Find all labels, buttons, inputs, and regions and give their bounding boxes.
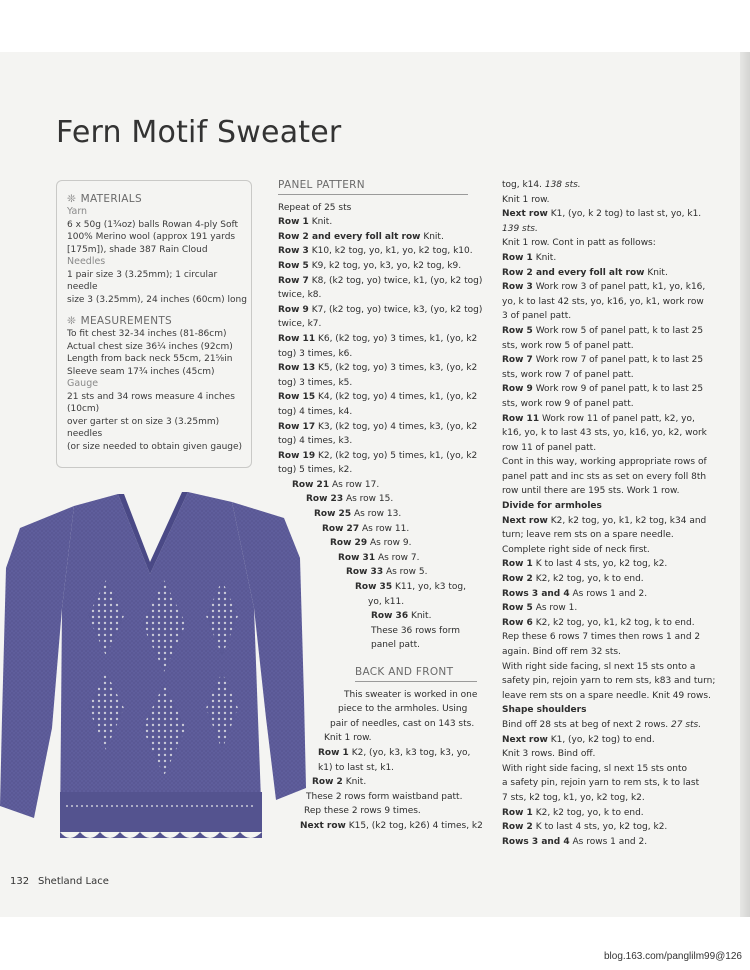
measurement-line: Length from back neck 55cm, 21⅝in	[67, 354, 233, 364]
row-text: K5, (k2 tog, yo) 3 times, k3, (yo, k2	[315, 363, 478, 374]
snowflake-icon: ❊	[67, 315, 77, 327]
row-label: Row 7	[278, 275, 309, 286]
instruction-line	[502, 747, 710, 762]
row-text: K2, (yo, k3, k3 tog, k3, yo,	[348, 747, 471, 758]
instruction-line	[502, 412, 710, 427]
row-text: a safety pin, rejoin yarn to rem sts, k to last	[502, 778, 700, 789]
row-text: With right side facing, sl next 15 sts onto a	[502, 661, 696, 672]
row-label: Row 5	[502, 603, 533, 614]
instruction-line	[278, 274, 488, 289]
row-label: Row 2	[312, 777, 343, 788]
row-label: Next row	[502, 734, 548, 745]
instruction-line	[278, 702, 488, 717]
row-text: As row 11.	[359, 523, 410, 534]
row-text: Knit 1 row. Cont in patt as follows:	[502, 238, 656, 249]
panel-pattern-heading: PANEL PATTERN	[278, 178, 468, 195]
row-text: yo, k11.	[368, 596, 405, 607]
row-text: K9, k2 tog, yo, k3, yo, k2 tog, k9.	[308, 260, 462, 271]
row-text: panel patt.	[371, 640, 420, 651]
row-text: These 36 rows form	[371, 625, 461, 636]
row-label: Row 1	[502, 807, 533, 818]
stitch-count: 139 sts.	[502, 223, 538, 234]
row-text: K4, (k2 tog, yo) 4 times, k1, (yo, k2	[315, 392, 478, 403]
sweater-photo	[0, 488, 316, 866]
measurement-line: Sleeve seam 17¾ inches (45cm)	[67, 366, 215, 377]
instruction-line	[278, 361, 488, 376]
instruction-line	[502, 835, 710, 850]
row-label: Row 9	[502, 384, 533, 395]
row-text: K2, k2 tog, yo, k to end.	[532, 807, 644, 818]
instruction-line	[278, 259, 488, 274]
row-text: K6, (k2 tog, yo) 3 times, k1, (yo, k2	[315, 333, 478, 344]
yarn-line: 100% Merino wool (approx 191 yards	[67, 232, 236, 242]
book-title: Shetland Lace	[38, 876, 109, 887]
row-label: Row 2 and every foll alt row	[502, 267, 645, 278]
row-text: As row 1.	[532, 603, 578, 614]
instruction-line	[278, 390, 488, 405]
row-text: K3, (k2 tog, yo) 4 times, k3, (yo, k2	[315, 421, 478, 432]
row-label: Row 29	[330, 538, 368, 549]
needles-line: 1 pair size 3 (3.25mm); 1 circular needle	[67, 269, 218, 292]
instruction-line	[278, 595, 488, 610]
row-text: Knit 1 row.	[324, 733, 372, 744]
row-text: tog) 3 times, k6.	[278, 348, 353, 359]
materials-box	[56, 180, 252, 468]
instruction-line	[502, 660, 710, 675]
back-front-continued-instructions	[502, 178, 716, 849]
row-text: K2, k2 tog, yo, k to end.	[532, 574, 644, 585]
instruction-line	[278, 244, 488, 259]
instruction-line	[502, 630, 710, 645]
row-text: Knit.	[342, 777, 367, 788]
row-text: leave rem sts on a spare needle. Knit 49 rows.	[502, 690, 711, 701]
row-text: K8, (k2 tog, yo) twice, k1, (yo, k2 tog)	[308, 275, 483, 286]
materials-heading	[67, 193, 249, 206]
instruction-line	[278, 761, 488, 776]
source-watermark: blog.163.com/panglilm99@126	[603, 951, 742, 962]
row-text: K2, (k2 tog, yo) 5 times, k1, (yo, k2	[315, 450, 478, 461]
instruction-line	[502, 222, 710, 237]
instruction-line	[502, 280, 710, 295]
instruction-line	[502, 207, 710, 222]
instruction-line	[278, 565, 488, 580]
row-text: Work row 11 of panel patt, k2, yo,	[539, 413, 695, 424]
row-label: Row 19	[278, 450, 316, 461]
row-text: K2, k2 tog, yo, k1, k2 tog, k34 and	[547, 515, 707, 526]
instruction-line	[502, 543, 710, 558]
row-text: Knit 1 row.	[502, 194, 550, 205]
instruction-line	[502, 236, 710, 251]
instruction-line	[502, 616, 710, 631]
row-label: Row 2 and every foll alt row	[278, 231, 421, 242]
gauge-label: Gauge	[67, 378, 99, 389]
row-label: Row 5	[502, 325, 533, 336]
row-label: Row 1	[278, 217, 309, 228]
instruction-line	[502, 178, 710, 193]
page-gutter-edge	[740, 52, 750, 917]
row-text: pair of needles, cast on 143 sts.	[330, 718, 475, 729]
row-label: Rows 3 and 4	[502, 836, 570, 847]
row-text: turn; leave rem sts on a spare needle.	[502, 530, 674, 541]
instruction-line	[502, 441, 710, 456]
instruction-line	[278, 746, 488, 761]
row-text: tog) 3 times, k5.	[278, 377, 353, 388]
measurements-heading	[67, 315, 249, 328]
row-text: As row 17.	[329, 479, 380, 490]
instruction-line	[278, 580, 488, 595]
row-label: Row 21	[292, 479, 330, 490]
instruction-line	[278, 434, 488, 449]
row-label: Row 31	[338, 552, 376, 563]
panel-pattern-instructions	[278, 201, 488, 653]
row-text: Work row 3 of panel patt, k1, yo, k16,	[532, 282, 706, 293]
instruction-line	[278, 492, 488, 507]
instruction-line	[502, 776, 710, 791]
row-text: Work row 7 of panel patt, k to last 25	[532, 355, 704, 366]
instruction-line	[502, 806, 710, 821]
instruction-line	[278, 317, 488, 332]
instruction-line	[278, 376, 488, 391]
row-label: Row 1	[318, 747, 349, 758]
instruction-line	[502, 557, 710, 572]
instruction-line	[278, 804, 488, 819]
instruction-line	[502, 353, 710, 368]
gauge-line: over garter st on size 3 (3.25mm) needles	[67, 416, 220, 439]
row-text: Knit.	[408, 611, 432, 622]
row-label: Row 7	[502, 355, 533, 366]
panel-pattern-column	[278, 178, 488, 834]
row-text: K to last 4 sts, yo, k2 tog, k2.	[532, 822, 668, 833]
row-text: Knit 3 rows. Bind off.	[502, 749, 596, 760]
row-text: As rows 1 and 2.	[569, 836, 648, 847]
row-text: tog, k14.	[502, 180, 545, 190]
row-text: Work row 5 of panel patt, k to last 25	[532, 325, 704, 336]
row-label: Next row	[502, 209, 548, 220]
instruction-line	[502, 820, 710, 835]
row-text: K to last 4 sts, yo, k2 tog, k2.	[532, 559, 668, 570]
row-text: Rep these 2 rows 9 times.	[304, 806, 421, 817]
instruction-line	[502, 470, 710, 485]
row-label: Row 5	[278, 260, 309, 271]
instruction-line	[278, 717, 488, 732]
instruction-line	[502, 587, 710, 602]
row-label: Row 27	[322, 523, 360, 534]
row-text: K1, (yo, k2 tog) to end.	[547, 734, 655, 745]
instruction-line	[502, 528, 710, 543]
instruction-line	[502, 689, 710, 704]
instruction-line	[278, 609, 488, 624]
row-text: K11, yo, k3 tog,	[392, 582, 466, 593]
row-label: Row 1	[502, 252, 533, 263]
row-text: safety pin, rejoin yarn to rem sts, k83 and turn;	[502, 676, 716, 687]
instruction-line	[278, 230, 488, 245]
measurement-line: Actual chest size 36¼ inches (92cm)	[67, 341, 233, 352]
row-text: Cont in this way, working appropriate rows of	[502, 457, 707, 468]
page-number: 132	[10, 876, 30, 887]
row-label: Row 6	[502, 617, 533, 628]
row-text: K7, (k2 tog, yo) twice, k3, (yo, k2 tog)	[308, 304, 483, 315]
stitch-count: 27 sts.	[671, 719, 702, 730]
row-text: As row 9.	[367, 538, 412, 549]
row-text: K15, (k2 tog, k26) 4 times, k2	[345, 820, 483, 831]
instruction-line	[278, 522, 488, 537]
row-text: Knit.	[420, 231, 444, 242]
instruction-line	[502, 382, 710, 397]
instruction-line	[502, 703, 710, 718]
instruction-line	[278, 347, 488, 362]
row-label: Row 13	[278, 363, 316, 374]
instruction-line	[502, 397, 710, 412]
row-label: Row 9	[278, 304, 309, 315]
row-text: 3 of panel patt.	[502, 311, 572, 322]
row-text: With right side facing, sl next 15 sts onto	[502, 763, 688, 774]
instruction-line	[278, 819, 488, 834]
measurement-line: To fit chest 32-34 inches (81-86cm)	[67, 329, 227, 339]
instruction-line	[502, 499, 710, 514]
row-label: Rows 3 and 4	[502, 588, 570, 599]
instruction-line	[278, 731, 488, 746]
row-text: As rows 1 and 2.	[569, 588, 648, 599]
row-text: Complete right side of neck first.	[502, 544, 650, 555]
instruction-line	[502, 601, 710, 616]
row-text: tog) 4 times, k4.	[278, 406, 353, 417]
row-text: panel patt and inc sts as set on every foll 8th	[502, 471, 707, 482]
instruction-line	[502, 266, 710, 281]
instruction-line	[502, 309, 710, 324]
row-text: Repeat of 25 sts	[278, 202, 352, 213]
row-label: Row 33	[346, 567, 384, 578]
row-label: Row 15	[278, 392, 316, 403]
row-label: Row 3	[502, 282, 533, 293]
row-text: Knit.	[532, 252, 557, 263]
instruction-line	[502, 426, 710, 441]
instruction-line	[278, 449, 488, 464]
row-text: 7 sts, k2 tog, k1, yo, k2 tog, k2.	[502, 792, 645, 803]
row-text: These 2 rows form waistband patt.	[306, 791, 463, 802]
row-text: K2, k2 tog, yo, k1, k2 tog, k to end.	[532, 617, 695, 628]
row-label: Row 11	[502, 413, 540, 424]
row-text: again. Bind off rem 32 sts.	[502, 647, 621, 657]
yarn-line: [175m]), shade 387 Rain Cloud	[67, 244, 208, 255]
row-text: As row 7.	[375, 552, 420, 563]
row-text: k16, yo, k to last 43 sts, yo, k16, yo, k2, work	[502, 428, 707, 439]
row-text: sts, work row 9 of panel patt.	[502, 398, 634, 409]
row-text: k1) to last st, k1.	[318, 762, 395, 773]
instruction-line	[278, 215, 488, 230]
instruction-line	[502, 791, 710, 806]
instruction-line	[278, 303, 488, 318]
row-text: row until there are 195 sts. Work 1 row.	[502, 486, 680, 497]
instruction-line	[278, 536, 488, 551]
snowflake-icon: ❊	[67, 193, 77, 205]
yarn-line: 6 x 50g (1¾oz) balls Rowan 4-ply Soft	[67, 219, 239, 230]
yarn-label: Yarn	[67, 206, 88, 217]
page-title: Fern Motif Sweater	[56, 115, 342, 150]
row-text: sts, work row 5 of panel patt.	[502, 340, 634, 351]
row-label: Next row	[502, 515, 548, 526]
instruction-line	[278, 405, 488, 420]
row-label: Row 2	[502, 822, 533, 833]
instruction-line	[502, 295, 710, 310]
row-label: Row 23	[306, 494, 344, 505]
row-label: Row 35	[355, 582, 393, 593]
instruction-line	[502, 484, 710, 499]
instruction-line	[278, 638, 488, 653]
row-text: sts, work row 7 of panel patt.	[502, 369, 634, 380]
row-label: Shape shoulders	[502, 705, 587, 716]
instruction-line	[278, 624, 488, 639]
row-label: Row 11	[278, 333, 316, 344]
row-text: K1, (yo, k 2 tog) to last st, yo, k1.	[547, 209, 702, 220]
row-text: row 11 of panel patt.	[502, 442, 597, 453]
row-label: Next row	[300, 820, 346, 831]
materials-heading-text: MATERIALS	[80, 193, 142, 205]
row-label: Row 2	[502, 574, 533, 585]
instruction-line	[278, 551, 488, 566]
needles-label: Needles	[67, 256, 106, 267]
instruction-line	[278, 420, 488, 435]
row-text: Work row 9 of panel patt, k to last 25	[532, 384, 704, 395]
instruction-line	[278, 201, 488, 216]
instruction-line	[278, 332, 488, 347]
row-label: Divide for armholes	[502, 501, 602, 512]
instruction-line	[278, 463, 488, 478]
instruction-line	[502, 762, 710, 777]
row-text: Knit.	[644, 267, 668, 278]
row-label: Row 17	[278, 421, 316, 432]
row-text: tog) 5 times, k2.	[278, 465, 353, 476]
row-text: K10, k2 tog, yo, k1, yo, k2 tog, k10.	[308, 246, 473, 257]
measurements-heading-text: MEASUREMENTS	[80, 315, 173, 327]
instruction-line	[502, 718, 710, 733]
row-text: As row 13.	[351, 509, 402, 520]
instruction-line	[278, 478, 488, 493]
instruction-line	[502, 572, 710, 587]
row-text: twice, k8.	[278, 290, 322, 301]
row-label: Row 36	[371, 611, 409, 622]
row-text: As row 15.	[343, 494, 394, 505]
back-front-continued-column	[502, 178, 716, 849]
instruction-line	[502, 514, 710, 529]
instruction-line	[502, 645, 710, 660]
row-text: Rep these 6 rows 7 times then rows 1 and 2	[502, 632, 701, 643]
row-text: As row 5.	[383, 567, 428, 578]
back-front-instructions	[278, 688, 488, 834]
row-text: Knit.	[308, 217, 333, 228]
row-text: tog) 4 times, k3.	[278, 436, 353, 447]
instruction-line	[502, 455, 710, 470]
needles-line: size 3 (3.25mm), 24 inches (60cm) long	[67, 294, 247, 305]
instruction-line	[502, 339, 710, 354]
instruction-line	[278, 775, 488, 790]
row-text: piece to the armholes. Using	[338, 704, 468, 715]
row-text: twice, k7.	[278, 319, 322, 330]
instruction-line	[502, 368, 710, 383]
row-label: Row 3	[278, 246, 309, 257]
instruction-line	[278, 688, 488, 703]
row-label: Row 25	[314, 509, 352, 520]
instruction-line	[278, 790, 488, 805]
stitch-count: 138 sts.	[544, 180, 581, 190]
row-text: yo, k to last 42 sts, yo, k16, yo, k1, work row	[502, 296, 704, 307]
back-front-heading: BACK AND FRONT	[355, 665, 477, 682]
instruction-line	[278, 288, 488, 303]
row-text: Bind off 28 sts at beg of next 2 rows.	[502, 719, 672, 730]
gauge-line: (or size needed to obtain given gauge)	[67, 441, 243, 452]
instruction-line	[278, 507, 488, 522]
instruction-line	[502, 251, 710, 266]
instruction-line	[502, 193, 710, 208]
row-text: This sweater is worked in one	[344, 689, 478, 700]
instruction-line	[502, 733, 710, 748]
instruction-line	[502, 674, 716, 689]
gauge-line: 21 sts and 34 rows measure 4 inches (10cm)	[67, 391, 235, 414]
row-label: Row 1	[502, 559, 533, 570]
instruction-line	[502, 324, 710, 339]
